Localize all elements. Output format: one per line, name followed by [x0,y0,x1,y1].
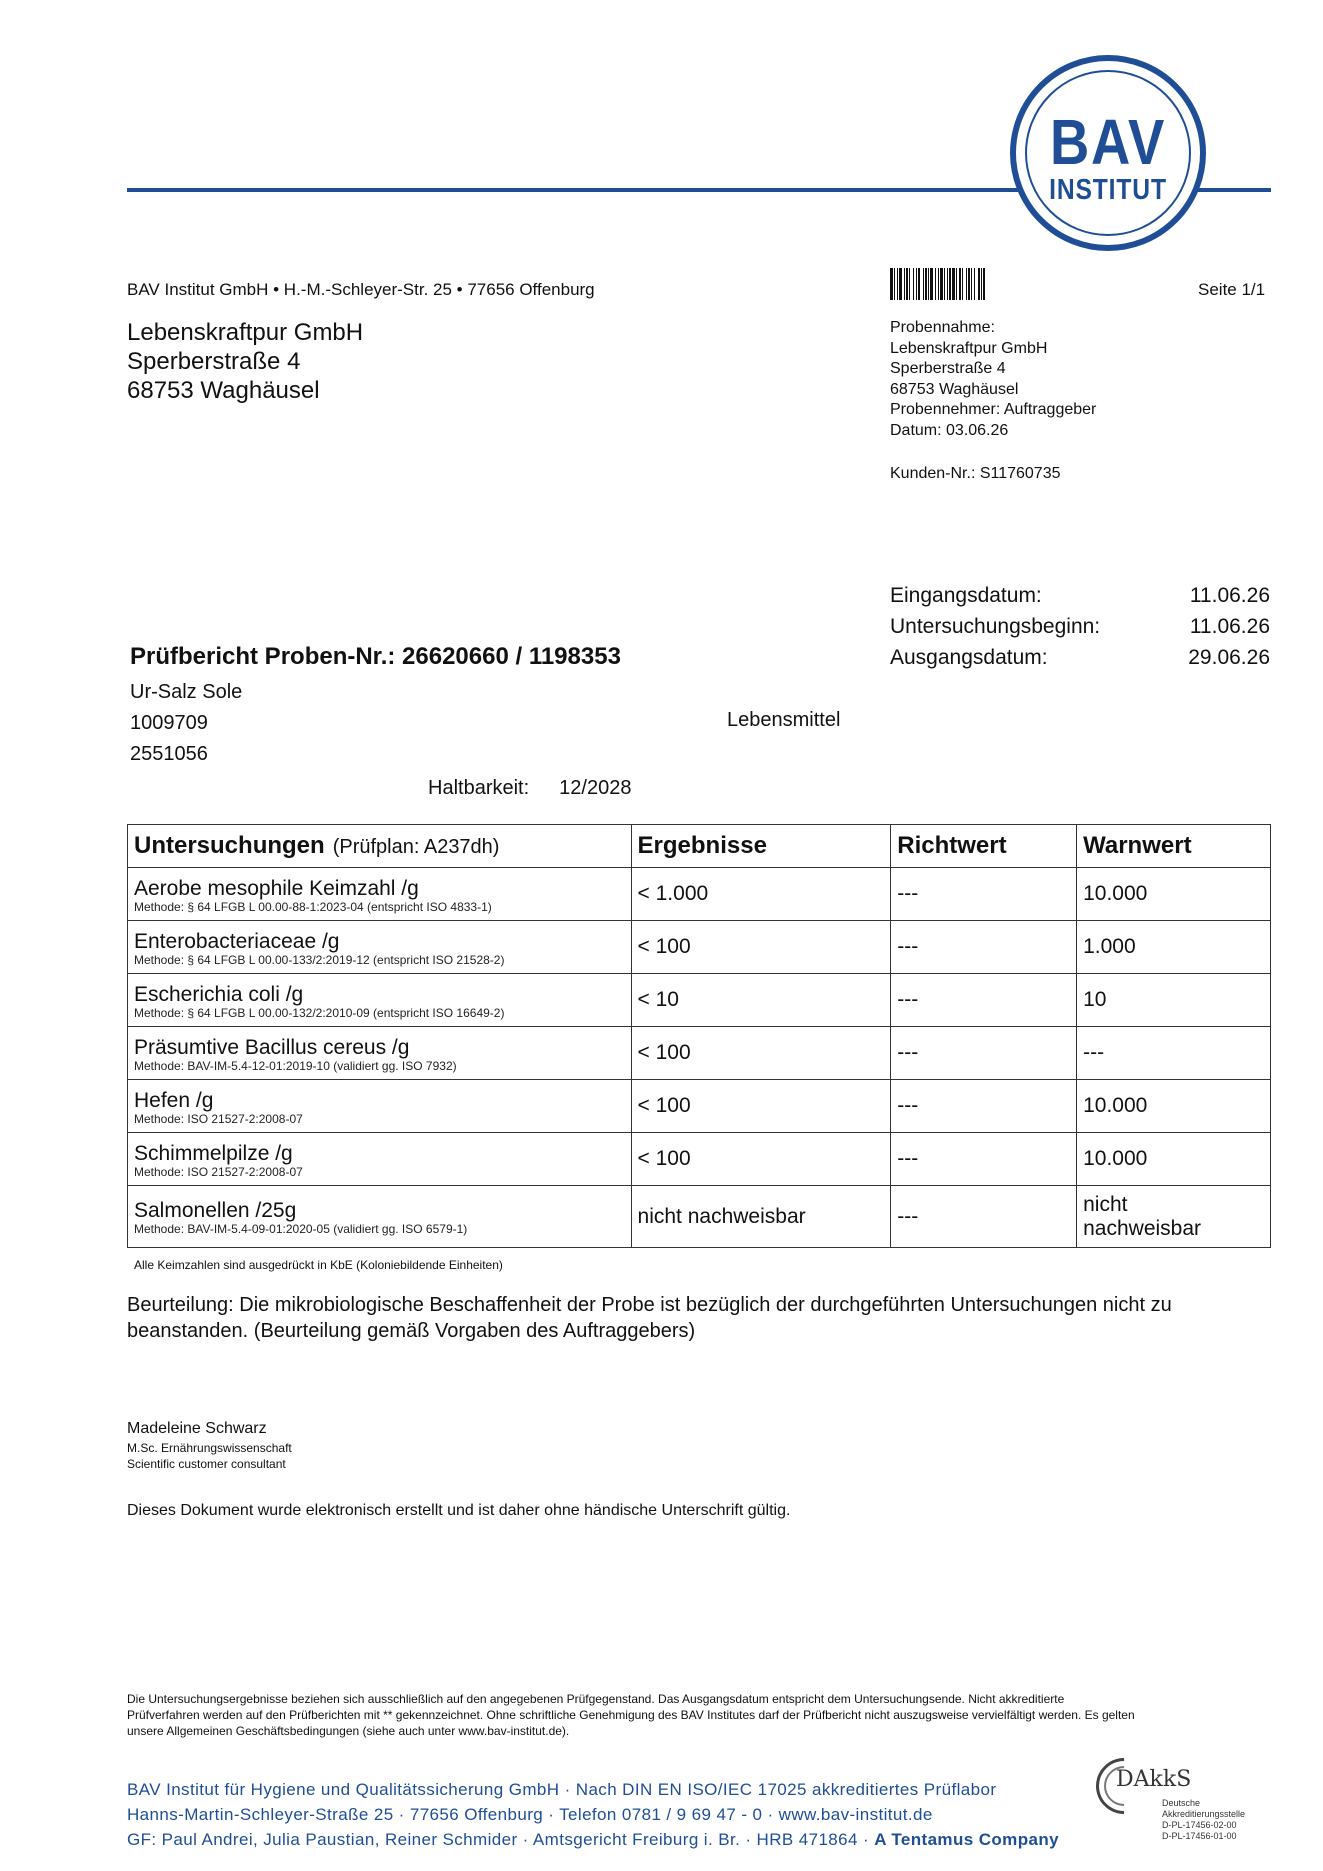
sampler: Probennehmer: Auftraggeber [890,401,1097,418]
bav-logo [1010,55,1206,251]
table-row [128,1027,1271,1080]
dakks-details [1162,1798,1245,1842]
result-value: < 100 [631,1133,891,1186]
dakks-line: D-PL-17456-02-00 [1162,1820,1237,1830]
test-method: Methode: BAV-IM-5.4-12-01:2019-10 (validiert gg. ISO 7932) [134,1058,457,1073]
test-method: Methode: ISO 21527-2:2008-07 [134,1164,303,1179]
signatory-degree: M.Sc. Ernährungswissenschaft [127,1441,292,1455]
table-header-row [128,825,1271,868]
product-name: Ur-Salz Sole [130,681,243,703]
test-cell [128,974,632,1027]
logo-subname: INSTITUT [1049,174,1167,206]
disclaimer-line: Die Untersuchungsergebnisse beziehen sich ausschließlich auf den angegebenen Prüfgegenstand. Das Ausgangsdatum entspricht dem Untersuchungsende. Nicht akkreditierte [127,1692,1065,1706]
header-test-plan: (Prüfplan: A237dh) [332,836,500,858]
guide-value: --- [891,868,1077,921]
dakks-line: Akkreditierungsstelle [1162,1809,1246,1819]
header-warning-value: Warnwert [1077,825,1271,868]
table-row [128,1080,1271,1133]
test-name: Aerobe mesophile Keimzahl /g [134,876,419,900]
test-name: Salmonellen /25g [134,1199,297,1222]
date-label: Untersuchungsbeginn: [890,615,1101,638]
test-name: Hefen /g [134,1088,214,1112]
sample-category: Lebensmittel [727,709,841,731]
test-name: Escherichia coli /g [134,982,304,1006]
report-dates [890,580,1270,673]
result-value: < 100 [631,921,891,974]
dakks-line: D-PL-17456-01-00 [1162,1831,1237,1841]
date-value: 29.06.26 [1188,646,1270,669]
footer-line: BAV Institut für Hygiene und Qualitätssicherung GmbH · Nach DIN EN ISO/IEC 17025 akkreditiertes Prüflabor [127,1780,997,1799]
sampling-line: Lebenskraftpur GmbH [890,339,1048,357]
dakks-logo-text: DAkkS [1116,1767,1192,1792]
barcode [890,268,1118,300]
date-value: 11.06.26 [1189,615,1270,638]
footer-line [127,1827,1059,1852]
guide-value: --- [891,921,1077,974]
sample-number: 2551056 [130,743,208,765]
date-value: 11.06.26 [1189,584,1270,607]
test-cell [128,1186,632,1248]
test-method: Methode: § 64 LFGB L 00.00-88-1:2023-04 (entspricht ISO 4833-1) [134,899,492,914]
barcode-bar [983,268,985,300]
result-value: < 1.000 [631,868,891,921]
date-label: Ausgangsdatum: [890,646,1048,669]
recipient-line: 68753 Waghäusel [127,377,320,404]
test-method: Methode: ISO 21527-2:2008-07 [134,1111,303,1126]
sampling-heading: Probennahme: [890,319,995,336]
header-tests-label: Untersuchungen [134,832,325,859]
footer-line: Hanns-Martin-Schleyer-Straße 25 · 77656 Offenburg · Telefon 0781 / 9 69 47 - 0 · www.bav-institut.de [127,1805,933,1824]
signatory-name: Madeleine Schwarz [127,1420,267,1437]
disclaimer [127,1691,1277,1739]
result-value: < 10 [631,974,891,1027]
recipient-line: Lebenskraftpur GmbH [127,319,364,346]
date-row [890,580,1270,611]
warning-value: --- [1077,1027,1271,1080]
footer-registry: GF: Paul Andrei, Julia Paustian, Reiner Schmider · Amtsgericht Freiburg i. Br. · HRB 471864 · [127,1830,875,1849]
footer-parent-company: A Tentamus Company [874,1830,1059,1849]
sampling-date: Datum: 03.06.26 [890,421,1009,439]
electronic-document-note: Dieses Dokument wurde elektronisch erstellt und ist daher ohne händische Unterschrift gültig. [127,1502,791,1519]
result-value: < 100 [631,1027,891,1080]
test-cell [128,1080,632,1133]
table-row [128,921,1271,974]
test-cell [128,1027,632,1080]
test-name: Präsumtive Bacillus cereus /g [134,1035,410,1059]
table-row [128,974,1271,1027]
warning-value-line: nicht [1083,1192,1128,1216]
sender-address: BAV Institut GmbH • H.-M.-Schleyer-Str. 25 • 77656 Offenburg [127,280,595,299]
page-number: Seite 1/1 [1198,280,1266,299]
test-name: Schimmelpilze /g [134,1141,293,1165]
results-table [127,824,1271,1248]
warning-value: 10.000 [1077,1133,1271,1186]
header-tests [128,825,632,868]
date-row [890,642,1270,673]
test-cell [128,1133,632,1186]
dakks-line: Deutsche [1162,1798,1201,1808]
recipient-address [127,318,363,405]
warning-value: 10.000 [1077,1080,1271,1133]
warning-value: 1.000 [1077,921,1271,974]
guide-value: --- [891,1133,1077,1186]
assessment-text: Beurteilung: Die mikrobiologische Beschaffenheit der Probe ist bezüglich der durchgeführten Untersuchungen nicht zu beanstanden. (Beurteilung gemäß Vorgaben des Auftraggebers) [127,1294,1172,1342]
warning-value [1077,1186,1271,1248]
result-value: < 100 [631,1080,891,1133]
dakks-accreditation-logo [1096,1752,1276,1852]
sample-number: 1009709 [130,712,208,734]
signatory-role: Scientific customer consultant [127,1457,286,1471]
date-row [890,611,1270,642]
test-name: Enterobacteriaceae /g [134,929,340,953]
table-note: Alle Keimzahlen sind ausgedrückt in KbE (Koloniebildende Einheiten) [134,1258,503,1272]
header-guide-value: Richtwert [891,825,1077,868]
date-label: Eingangsdatum: [890,584,1042,607]
sample-details [130,677,242,770]
test-method: Methode: BAV-IM-5.4-09-01:2020-05 (validiert gg. ISO 6579-1) [134,1222,468,1236]
guide-value: --- [891,1027,1077,1080]
table-row [128,1133,1271,1186]
guide-value: --- [891,1186,1077,1248]
test-method: Methode: § 64 LFGB L 00.00-132/2:2010-09 (entspricht ISO 16649-2) [134,1005,505,1020]
recipient-line: Sperberstraße 4 [127,348,301,375]
sampling-line: Sperberstraße 4 [890,360,1006,377]
result-value: nicht nachweisbar [631,1186,891,1248]
customer-number: Kunden-Nr.: S11760735 [890,465,1061,482]
disclaimer-line: unsere Allgemeinen Geschäftsbedingungen (siehe auch unter www.bav-institut.de). [127,1724,570,1738]
warning-value: 10 [1077,974,1271,1027]
signatory-details [127,1440,292,1472]
test-cell [128,868,632,921]
shelf-life-label: Haltbarkeit: [428,777,530,799]
report-title: Prüfbericht Proben-Nr.: 26620660 / 1198353 [130,643,621,670]
company-footer [127,1777,1059,1852]
table-row [128,868,1271,921]
warning-value: 10.000 [1077,868,1271,921]
guide-value: --- [891,974,1077,1027]
table-row [128,1186,1271,1248]
sampling-info [890,318,1096,441]
test-cell [128,921,632,974]
logo-name: BAV [1050,106,1166,178]
guide-value: --- [891,1080,1077,1133]
header-results: Ergebnisse [631,825,891,868]
test-method: Methode: § 64 LFGB L 00.00-133/2:2019-12 (entspricht ISO 21528-2) [134,952,505,967]
shelf-life [428,777,631,800]
warning-value-line: nachweisbar [1083,1216,1202,1240]
sampling-line: 68753 Waghäusel [890,380,1019,398]
shelf-life-value: 12/2028 [559,777,632,799]
disclaimer-line: Prüfverfahren werden auf den Prüfberichten mit ** gekennzeichnet. Ohne schriftliche Genehmigung des BAV Institutes darf der Prüfbericht nicht auszugsweise vervielfältigt werden. Es gelten [127,1708,1135,1722]
